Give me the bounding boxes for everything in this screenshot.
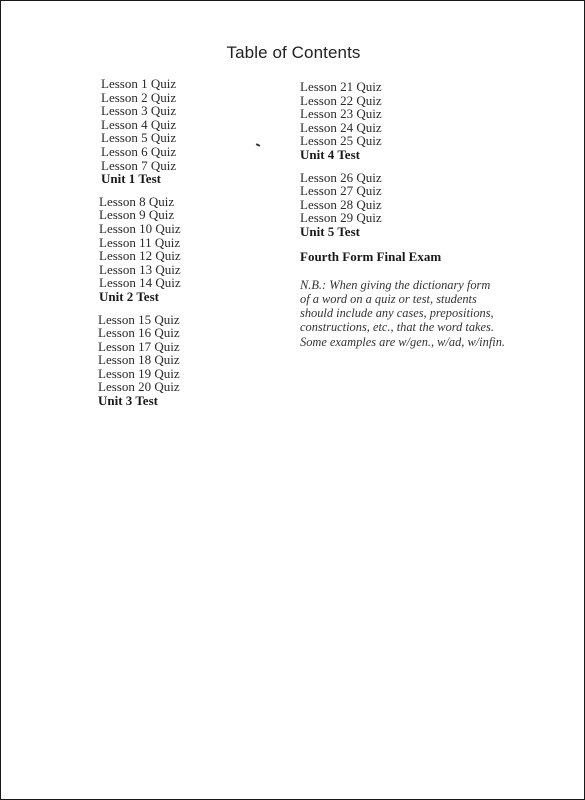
toc-entry-lesson-22: Lesson 22 Quiz — [300, 92, 382, 108]
toc-entry-lesson-17: Lesson 17 Quiz — [98, 338, 180, 354]
nb-note-line: N.B.: When giving the dictionary form — [300, 277, 491, 292]
toc-entry-lesson-13: Lesson 13 Quiz — [99, 261, 181, 277]
unit-3-group — [98, 313, 181, 408]
toc-entry-unit-2-test: Unit 2 Test — [99, 288, 159, 304]
stray-mark — [256, 143, 260, 147]
nb-note-line: should include any cases, prepositions, — [300, 306, 494, 321]
toc-entry-lesson-10: Lesson 10 Quiz — [99, 220, 181, 236]
toc-entry-lesson-3: Lesson 3 Quiz — [101, 103, 177, 119]
page-title: Table of Contents — [226, 43, 361, 62]
toc-entry-lesson-23: Lesson 23 Quiz — [300, 106, 382, 122]
unit-1-group — [101, 77, 181, 186]
toc-entry-lesson-14: Lesson 14 Quiz — [99, 275, 181, 291]
toc-entry-unit-4-test: Unit 4 Test — [300, 146, 360, 162]
toc-entry-lesson-16: Lesson 16 Quiz — [98, 325, 180, 341]
nb-note-line: constructions, etc., that the word takes. — [300, 320, 494, 335]
toc-entry-lesson-15: Lesson 15 Quiz — [98, 311, 180, 327]
toc-entry-lesson-29: Lesson 29 Quiz — [300, 210, 382, 226]
toc-entry-lesson-21: Lesson 21 Quiz — [300, 79, 382, 94]
toc-entry-lesson-18: Lesson 18 Quiz — [98, 352, 180, 368]
nb-note — [300, 278, 505, 349]
nb-note-line: of a word on a quiz or test, students — [300, 291, 477, 306]
toc-entry-lesson-12: Lesson 12 Quiz — [99, 248, 181, 264]
toc-right-column — [300, 80, 505, 349]
toc-entry-lesson-2: Lesson 2 Quiz — [101, 89, 177, 105]
toc-entry-lesson-27: Lesson 27 Quiz — [300, 183, 382, 199]
toc-entry-final-exam: Fourth Form Final Exam — [300, 248, 442, 264]
unit-5-group — [300, 171, 505, 239]
toc-entry-lesson-25: Lesson 25 Quiz — [300, 133, 382, 149]
toc-entry-lesson-1: Lesson 1 Quiz — [101, 76, 177, 91]
nb-note-line: Some examples are w/gen., w/ad, w/infin. — [300, 334, 505, 349]
toc-entry-lesson-24: Lesson 24 Quiz — [300, 119, 382, 135]
toc-entry-lesson-19: Lesson 19 Quiz — [98, 365, 180, 381]
toc-entry-lesson-5: Lesson 5 Quiz — [101, 130, 177, 146]
toc-entry-lesson-7: Lesson 7 Quiz — [101, 157, 177, 173]
toc-entry-lesson-28: Lesson 28 Quiz — [300, 196, 382, 212]
toc-entry-lesson-11: Lesson 11 Quiz — [99, 234, 181, 250]
toc-entry-lesson-20: Lesson 20 Quiz — [98, 379, 180, 395]
unit-2-group — [99, 195, 181, 304]
toc-entry-lesson-26: Lesson 26 Quiz — [300, 169, 382, 185]
toc-entry-unit-3-test: Unit 3 Test — [98, 393, 158, 409]
toc-entry-unit-1-test: Unit 1 Test — [101, 171, 161, 187]
toc-entry-lesson-9: Lesson 9 Quiz — [99, 207, 175, 223]
unit-4-group — [300, 80, 505, 162]
toc-left-column — [98, 76, 181, 417]
toc-entry-lesson-4: Lesson 4 Quiz — [101, 116, 177, 132]
toc-entry-unit-5-test: Unit 5 Test — [300, 223, 360, 239]
toc-entry-lesson-8: Lesson 8 Quiz — [99, 193, 175, 209]
toc-entry-lesson-6: Lesson 6 Quiz — [101, 143, 177, 159]
